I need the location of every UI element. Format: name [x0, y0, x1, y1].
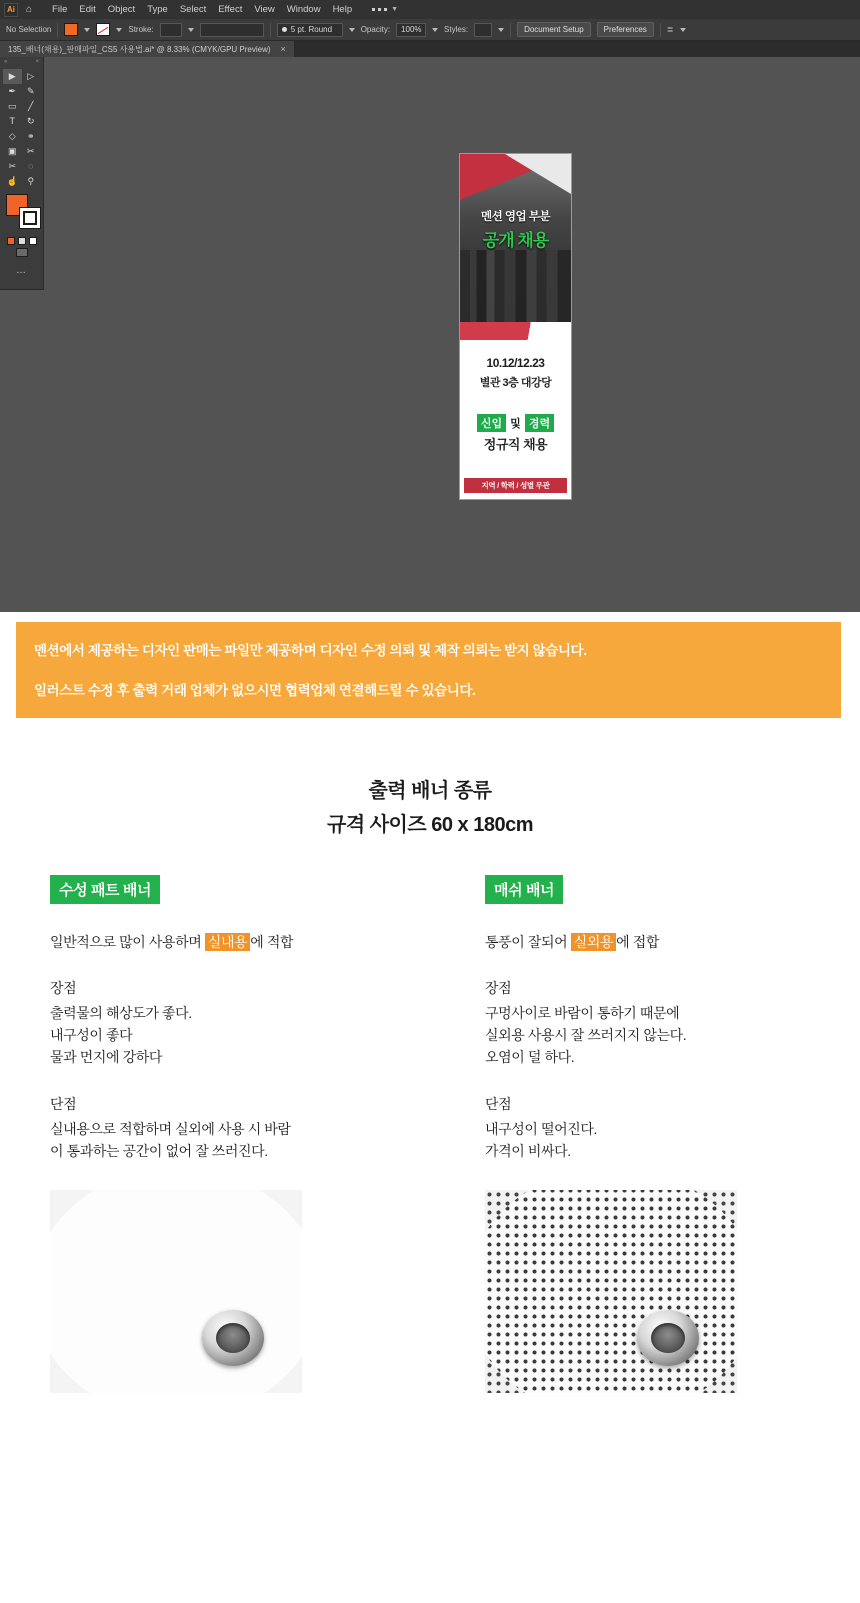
grommet-ring: [637, 1310, 699, 1366]
menu-type[interactable]: Type: [147, 4, 168, 15]
tool-eyedropper-tool[interactable]: ✂: [26, 146, 35, 156]
color-mode-none-icon[interactable]: [29, 237, 37, 245]
skyline-buildings: [460, 250, 571, 322]
divider: [660, 23, 661, 37]
banner-headline-small: 멘션 영업 부분: [480, 211, 551, 223]
divider: [57, 23, 58, 37]
banner-employment-type: 정규직 채용: [483, 437, 548, 452]
grommet-ring: [202, 1310, 264, 1366]
cons-item: 실내용으로 적합하며 실외에 사용 시 바람: [50, 1121, 291, 1138]
tool-rotate-tool[interactable]: ↻: [26, 116, 35, 126]
bottom-spacer: [0, 1393, 860, 1603]
notice-banner: [16, 622, 841, 718]
fill-chevron-down-icon[interactable]: [84, 28, 90, 32]
cons-item: 내구성이 떨어진다.: [485, 1121, 597, 1138]
tool-brush-tool[interactable]: ╱: [28, 101, 34, 111]
column-lead: [485, 932, 860, 952]
canvas-area[interactable]: [0, 57, 860, 612]
stroke-weight-chevron-down-icon[interactable]: [188, 28, 194, 32]
pros-item: 실외용 사용시 잘 쓰러지지 않는다.: [485, 1026, 687, 1043]
fabric-swatch-shape: [50, 1190, 302, 1393]
tool-blend-tool[interactable]: ◌: [28, 161, 34, 171]
control-bar: [0, 19, 860, 41]
color-mode-row: [0, 237, 43, 245]
cons-item: 가격이 비싸다.: [485, 1143, 571, 1160]
lead-highlight: 실내용: [205, 933, 250, 951]
column-fabric-banner: [0, 875, 430, 1394]
opacity-chevron-down-icon[interactable]: [432, 28, 438, 32]
brush-definition-value: 5 pt. Round: [290, 25, 333, 34]
info-title: [0, 774, 860, 843]
tool-type-tool[interactable]: T: [9, 116, 15, 126]
banner-bottom-section: [460, 322, 571, 500]
fabric-banner-grommet-photo: [50, 1190, 302, 1393]
pros-item: 물과 먼지에 강하다: [50, 1049, 162, 1065]
workspace-grid-icon[interactable]: [372, 8, 387, 11]
mesh-banner-grommet-photo: [485, 1190, 737, 1393]
cons-block: [50, 1094, 430, 1162]
cons-item: 이 통과하는 공간이 없어 잘 쓰러진다.: [50, 1143, 268, 1160]
pros-title: 장점: [50, 979, 77, 996]
lead-after: 에 접합: [616, 933, 659, 950]
banner-tag-and: 및: [510, 418, 521, 430]
tool-gradient-tool[interactable]: ◇: [8, 131, 16, 141]
menu-object[interactable]: Object: [107, 4, 136, 15]
graphic-styles-swatch[interactable]: [474, 23, 492, 37]
stroke-color-swatch[interactable]: [96, 23, 110, 36]
banner-footer-note: 지역 / 학력 / 성별 무관: [464, 478, 567, 493]
tool-curvature-tool[interactable]: ✎: [26, 86, 35, 96]
pros-item: 내구성이 좋다: [50, 1026, 133, 1043]
menu-window[interactable]: Window: [286, 4, 321, 15]
banner-top-section: [460, 154, 571, 322]
tool-direct-selection-tool[interactable]: ▷: [27, 71, 35, 81]
column-badge: 매쉬 배너: [485, 875, 563, 904]
lead-highlight: 실외용: [571, 933, 616, 951]
cons-block: [485, 1094, 860, 1162]
styles-chevron-down-icon[interactable]: [498, 28, 504, 32]
tool-artboard-tool[interactable]: ▣: [7, 146, 17, 156]
home-icon[interactable]: ⌂: [26, 4, 33, 15]
tool-shape-builder-tool[interactable]: ⚭: [26, 131, 35, 141]
divider: [270, 23, 271, 37]
menu-bar: [0, 0, 860, 19]
info-title-line-1: 출력 배너 종류: [368, 780, 492, 802]
cons-title: 단점: [50, 1096, 77, 1113]
pros-item: 출력물의 해상도가 좋다.: [50, 1004, 192, 1021]
banner-headline-big: 공개 채용: [482, 231, 549, 250]
tool-stroke-swatch[interactable]: [19, 207, 41, 229]
more-tools-icon[interactable]: …: [16, 265, 27, 276]
illustrator-window: [0, 0, 860, 612]
menu-view[interactable]: View: [254, 4, 275, 15]
stroke-profile-field[interactable]: [200, 23, 264, 37]
pros-item: 구멍사이로 바람이 통하기 때문에: [485, 1004, 680, 1021]
brush-definition-select[interactable]: [277, 23, 343, 37]
selection-status: No Selection: [6, 25, 52, 34]
brush-chevron-down-icon[interactable]: [349, 28, 355, 32]
banner-type-columns: [0, 843, 860, 1394]
menu-effect[interactable]: Effect: [218, 4, 243, 15]
menu-select[interactable]: Select: [179, 4, 207, 15]
tools-close-icon[interactable]: ×: [35, 59, 39, 65]
tool-pen-tool[interactable]: ✒: [8, 86, 17, 96]
column-badge: 수성 패트 배너: [50, 875, 160, 904]
color-mode-gradient-icon[interactable]: [18, 237, 26, 245]
cons-title: 단점: [485, 1096, 512, 1113]
opacity-input[interactable]: 100%: [396, 23, 426, 37]
tools-panel-header: [0, 57, 43, 67]
stroke-weight-input[interactable]: [160, 23, 182, 37]
banner-place: 별관 3층 대강당: [479, 377, 552, 389]
stroke-chevron-down-icon[interactable]: [116, 28, 122, 32]
column-lead: [50, 932, 430, 952]
red-wave-shape: [460, 322, 571, 340]
pros-title: 장점: [485, 979, 512, 996]
white-triangle-shape: [505, 154, 571, 194]
fill-color-swatch[interactable]: [64, 23, 78, 36]
opacity-label: Opacity:: [360, 25, 391, 34]
tool-hand-tool[interactable]: ☝: [6, 176, 18, 186]
menu-help[interactable]: Help: [332, 4, 353, 15]
notice-line-2: 일러스트 수정 후 출력 거래 업체가 없으시면 협력업체 연결해드릴 수 있습니다.: [34, 683, 476, 698]
tool-rectangle-tool[interactable]: ▭: [7, 101, 17, 111]
mesh-swatch-shape: [485, 1190, 737, 1393]
banner-date: 10.12/12.23: [486, 356, 545, 370]
styles-label: Styles:: [444, 25, 469, 34]
pros-block: [50, 978, 430, 1068]
info-title-line-2: 규격 사이즈 60 x 180cm: [327, 814, 533, 837]
info-section: [0, 718, 860, 1603]
close-icon[interactable]: ×: [280, 44, 286, 54]
pros-item: 오염이 덜 하다.: [485, 1049, 575, 1065]
menu-edit[interactable]: Edit: [79, 4, 96, 15]
lead-before: 일반적으로 많이 사용하며: [50, 933, 205, 950]
color-controls: [6, 194, 37, 234]
preferences-button[interactable]: Preferences: [597, 22, 654, 37]
workspace-chevron-down-icon[interactable]: ▼: [391, 6, 399, 13]
lead-after: 에 적합: [250, 933, 294, 950]
pros-block: [485, 978, 860, 1068]
stroke-label: Stroke:: [128, 25, 154, 34]
document-tab-title: 135_배너(채용)_판매파일_CS5 사용법.ai* @ 8.33% (CMYK/GPU Preview): [8, 44, 271, 54]
banner-tag-experienced: 경력: [525, 414, 554, 432]
tool-scissors-tool[interactable]: ✂: [8, 161, 17, 171]
banner-tag-new: 신입: [477, 414, 506, 432]
tools-collapse-icon[interactable]: «: [4, 59, 8, 65]
notice-line-1: 멘션에서 제공하는 디자인 판매는 파일만 제공하며 디자인 수정 의뢰 및 제작 의뢰는 받지 않습니다.: [34, 643, 587, 658]
screen-mode-row: [0, 248, 43, 257]
app-logo-icon: Ai: [4, 3, 18, 17]
banner-tags: [460, 414, 571, 432]
tools-grid: [0, 67, 43, 191]
tools-panel: [0, 57, 44, 290]
document-tab[interactable]: [0, 41, 295, 57]
screen-mode-icon[interactable]: [16, 248, 28, 257]
align-icon[interactable]: ≣: [666, 25, 674, 34]
menu-file[interactable]: File: [52, 4, 68, 15]
column-mesh-banner: [430, 875, 860, 1394]
tool-zoom-tool[interactable]: ⚲: [27, 176, 35, 186]
align-chevron-down-icon[interactable]: [680, 28, 686, 32]
document-tab-bar: [0, 41, 860, 57]
tool-selection-tool[interactable]: ▶: [3, 69, 22, 84]
divider: [510, 23, 511, 37]
document-setup-button[interactable]: Document Setup: [517, 22, 591, 37]
color-mode-color-icon[interactable]: [7, 237, 15, 245]
artboard-banner-artwork[interactable]: [459, 153, 572, 500]
lead-before: 통풍이 잘되어: [485, 933, 571, 950]
